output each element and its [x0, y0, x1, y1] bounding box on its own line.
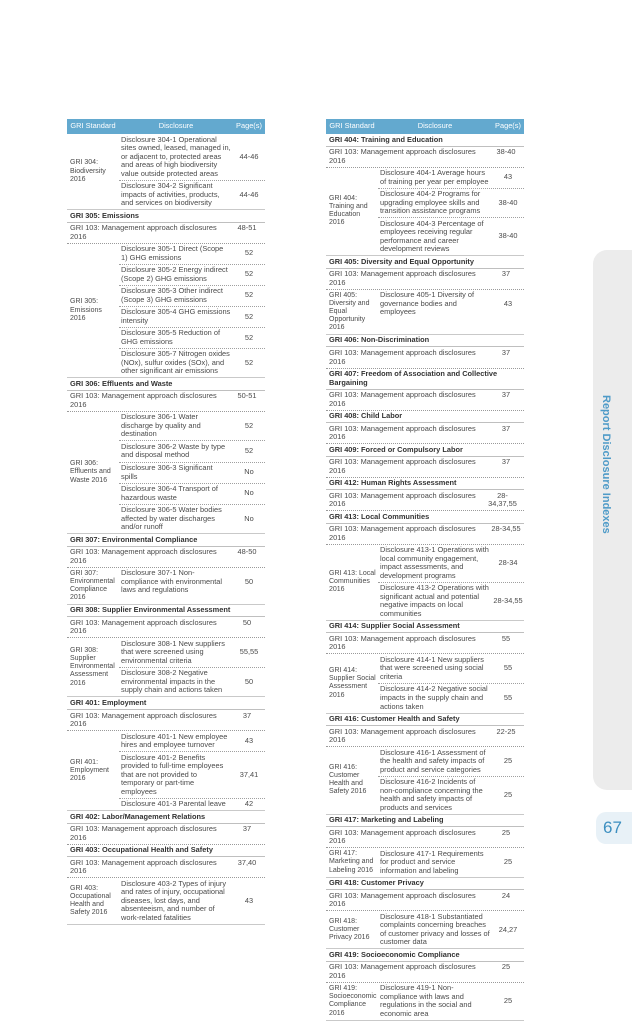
- disclosure-text: Disclosure 419-1 Non-compliance with laws and regulations in the social and economic area: [380, 983, 472, 1018]
- page-ref: 37: [501, 347, 511, 357]
- standard-label: GRI 417: Marketing and Labeling 2016: [329, 850, 374, 874]
- disclosure-text: Disclosure 413-2 Operations with significant actual and potential negative impacts on local communities: [380, 583, 489, 618]
- table-row: [119, 307, 265, 328]
- group-gri418: [326, 911, 524, 949]
- disclosure-text: Disclosure 304-2 Significant impacts of activities, products, and services on biodiversity: [121, 181, 220, 208]
- page-ref: 52: [244, 420, 254, 430]
- page-ref: 25: [501, 827, 511, 837]
- disclosure-text: Disclosure 401-1 New employee hires and employee turnover: [121, 731, 228, 750]
- management-row: [326, 827, 524, 848]
- group-gri404: [326, 168, 524, 257]
- page-ref: 55: [503, 693, 513, 702]
- table-row: [119, 134, 265, 181]
- management-label: GRI 103: Management approach disclosures 2016: [329, 524, 476, 542]
- page-ref: 38-40: [498, 231, 518, 241]
- page-ref: 44-46: [239, 151, 259, 161]
- management-row: [67, 223, 265, 244]
- table-row: [378, 911, 524, 948]
- table-row: [378, 583, 524, 620]
- disclosure-text: Disclosure 418-1 Substantiated complaints concerning breaches of customer privacy and losses of customer data: [380, 911, 490, 947]
- page-ref: 25: [503, 857, 513, 867]
- page-ref: 28-34: [498, 558, 518, 568]
- management-row: [326, 726, 524, 747]
- page-ref: 52: [244, 332, 254, 342]
- table-row: [378, 747, 524, 777]
- section-heading: GRI 308: Supplier Environmental Assessment: [67, 605, 265, 618]
- page-ref: 43: [244, 895, 254, 905]
- page-ref: 43: [503, 298, 513, 308]
- table-row: [119, 752, 265, 799]
- standard-label: GRI 305: Emissions 2016: [70, 298, 102, 322]
- page-ref: 38-40: [498, 197, 518, 207]
- page-number: 67: [603, 818, 622, 837]
- standard-label: GRI 307: Environmental Compliance 2016: [70, 569, 115, 601]
- page-ref: 43: [503, 172, 513, 182]
- table-header: [67, 119, 265, 134]
- table-row: [378, 189, 524, 219]
- group-gri414: [326, 654, 524, 713]
- disclosure-text: Disclosure 305-3 Other indirect (Scope 3) GHG emissions: [121, 286, 223, 304]
- group-gri308: [67, 638, 265, 697]
- table-row: [119, 799, 265, 811]
- table-row: [378, 983, 524, 1020]
- management-label: GRI 103: Management approach disclosures 2016: [70, 223, 217, 241]
- section-heading: GRI 417: Marketing and Labeling: [326, 815, 524, 828]
- group-gri401: [67, 731, 265, 811]
- table-row: [119, 441, 265, 462]
- management-row: [326, 490, 524, 511]
- page-ref: 55: [503, 663, 513, 673]
- management-label: GRI 103: Management approach disclosures 2016: [70, 824, 217, 842]
- section-heading: GRI 407: Freedom of Association and Collective Bargaining: [326, 369, 524, 390]
- page-ref: 52: [244, 446, 254, 456]
- disclosure-text: Disclosure 404-1 Average hours of training per year per employee: [380, 168, 489, 186]
- disclosure-text: Disclosure 305-7 Nitrogen oxides (NOx), sulfur oxides (SOx), and other significant air emissions: [121, 349, 230, 376]
- table-row: [119, 286, 265, 307]
- section-heading: GRI 413: Local Communities: [326, 511, 524, 524]
- table-row: [119, 505, 265, 534]
- page-ref: 50: [242, 617, 252, 627]
- disclosure-text: Disclosure 403-2 Types of injury and rates of injury, occupational diseases, lost days, and absenteeism, and number of work-related fatalities: [121, 878, 227, 922]
- management-row: [326, 390, 524, 411]
- disclosure-text: Disclosure 414-1 New suppliers that were screened using social criteria: [380, 654, 484, 681]
- table-row: [378, 684, 524, 713]
- group-gri305: [67, 244, 265, 379]
- management-label: GRI 103: Management approach disclosures 2016: [329, 147, 476, 165]
- table-row: [378, 290, 524, 319]
- page-ref: 25: [503, 756, 513, 766]
- disclosure-text: Disclosure 308-1 New suppliers that were screened using environmental criteria: [121, 638, 225, 665]
- disclosure-text: Disclosure 416-1 Assessment of the health and safety impacts of product and service categories: [380, 747, 486, 774]
- management-row: [326, 962, 524, 983]
- management-label: GRI 103: Management approach disclosures 2016: [70, 857, 217, 876]
- management-label: GRI 103: Management approach disclosures 2016: [329, 827, 476, 846]
- page-ref: 37: [501, 457, 511, 467]
- disclosure-text: Disclosure 404-3 Percentage of employees receiving regular performance and career development reviews: [380, 218, 484, 254]
- disclosure-text: Disclosure 307-1 Non-compliance with environmental laws and regulations: [121, 568, 223, 595]
- section-heading: GRI 414: Supplier Social Assessment: [326, 621, 524, 634]
- page-ref: 24,27: [498, 924, 518, 934]
- section-heading: GRI 412: Human Rights Assessment: [326, 478, 524, 491]
- section-heading: GRI 409: Forced or Compulsory Labor: [326, 444, 524, 457]
- standard-label: GRI 304: Biodiversity 2016: [70, 159, 106, 183]
- management-row: [326, 890, 524, 911]
- table-row: [119, 265, 265, 286]
- group-gri405: [326, 290, 524, 335]
- page-ref: 25: [503, 789, 513, 799]
- disclosure-text: Disclosure 306-3 Significant spills: [121, 463, 213, 481]
- section-heading: GRI 416: Customer Health and Safety: [326, 714, 524, 727]
- table-row: [119, 638, 265, 668]
- management-label: GRI 103: Management approach disclosures 2016: [70, 710, 217, 729]
- management-row: [67, 547, 265, 568]
- disclosure-text: Disclosure 404-2 Programs for upgrading employee skills and transition assistance programs: [380, 189, 481, 216]
- page-ref: 28-34,55: [493, 596, 523, 606]
- section-heading: GRI 418: Customer Privacy: [326, 878, 524, 891]
- group-gri307: [67, 568, 265, 605]
- page-ref: 25: [503, 996, 513, 1006]
- management-label: GRI 103: Management approach disclosures 2016: [329, 890, 476, 909]
- table-row: [119, 668, 265, 697]
- table-row: [119, 568, 265, 597]
- page-ref: 52: [244, 269, 254, 279]
- section-heading: GRI 404: Training and Education: [326, 134, 524, 147]
- management-row: [67, 710, 265, 731]
- header-standard: GRI Standard: [329, 121, 375, 131]
- header-disclosure: Disclosure: [158, 121, 194, 131]
- standard-label: GRI 404: Training and Education 2016: [329, 195, 368, 227]
- page-ref: 28-34,55: [491, 524, 521, 534]
- disclosure-text: Disclosure 401-2 Benefits provided to full-time employees that are not provided to temporary or part-time employees: [121, 752, 224, 796]
- page-ref: 37: [242, 710, 252, 720]
- page-ref: 24: [501, 890, 511, 900]
- standard-label: GRI 413: Local Communities 2016: [329, 570, 376, 594]
- table-row: [119, 181, 265, 210]
- section-heading: GRI 408: Child Labor: [326, 411, 524, 424]
- page-ref: 52: [244, 311, 254, 321]
- disclosure-text: Disclosure 305-4 GHG emissions intensity: [121, 307, 231, 325]
- page-ref: 43: [244, 735, 254, 745]
- table-row: [378, 168, 524, 189]
- group-gri416: [326, 747, 524, 815]
- page-ref: 37: [242, 824, 252, 834]
- table-row: [119, 244, 265, 265]
- section-heading: GRI 307: Environmental Compliance: [67, 534, 265, 547]
- table-row: [119, 328, 265, 349]
- page-ref: 37: [501, 390, 511, 400]
- management-row: [326, 457, 524, 478]
- page-ref: 52: [244, 290, 254, 300]
- page-ref: No: [244, 488, 254, 498]
- management-label: GRI 103: Management approach disclosures 2016: [329, 347, 476, 366]
- section-heading: GRI 403: Occupational Health and Safety: [67, 845, 265, 858]
- page-ref: 48-51: [237, 223, 257, 233]
- section-heading: GRI 401: Employment: [67, 697, 265, 710]
- standard-label: GRI 405: Diversity and Equal Opportunity 2016: [329, 291, 370, 331]
- disclosure-text: Disclosure 308-2 Negative environmental impacts in the supply chain and actions taken: [121, 668, 223, 695]
- table-row: [378, 545, 524, 583]
- disclosure-text: Disclosure 417-1 Requirements for product and service information and labeling: [380, 848, 484, 875]
- standard-label: GRI 308: Supplier Environmental Assessment 2016: [70, 647, 115, 687]
- management-label: GRI 103: Management approach disclosures 2016: [329, 269, 476, 287]
- management-label: GRI 103: Management approach disclosures 2016: [70, 547, 217, 565]
- page-ref: 28-34,37,55: [488, 490, 517, 509]
- group-gri306: [67, 412, 265, 534]
- page-ref: 52: [244, 248, 254, 258]
- page-ref: 55: [501, 633, 511, 643]
- management-label: GRI 103: Management approach disclosures 2016: [70, 391, 217, 409]
- disclosure-text: Disclosure 304-1 Operational sites owned, leased, managed in, or adjacent to, protected areas and areas of high biodiversity value outside protected areas: [121, 134, 231, 178]
- management-row: [67, 857, 265, 878]
- management-row: [67, 824, 265, 845]
- header-disclosure: Disclosure: [417, 121, 453, 131]
- standard-label: GRI 403: Occupational Health and Safety 2016: [70, 884, 111, 917]
- page-ref: 48-50: [237, 547, 257, 557]
- header-pages: Page(s): [236, 121, 262, 131]
- section-heading: GRI 406: Non-Discrimination: [326, 335, 524, 348]
- management-row: [326, 147, 524, 168]
- group-gri403: [67, 878, 265, 925]
- table-row: [378, 848, 524, 877]
- page-ref: 37,40: [237, 857, 257, 867]
- management-label: GRI 103: Management approach disclosures 2016: [329, 490, 476, 509]
- page-ref: 37: [501, 423, 511, 433]
- management-label: GRI 103: Management approach disclosures 2016: [70, 617, 217, 636]
- standard-label: GRI 418: Customer Privacy 2016: [329, 917, 370, 941]
- management-label: GRI 103: Management approach disclosures 2016: [329, 457, 476, 475]
- management-row: [326, 423, 524, 444]
- group-gri419: [326, 983, 524, 1021]
- disclosure-text: Disclosure 405-1 Diversity of governance bodies and employees: [380, 290, 475, 317]
- table-row: [119, 731, 265, 752]
- page-ref: 50-51: [237, 391, 257, 401]
- disclosure-text: Disclosure 416-2 Incidents of non-compliance concerning the health and safety impacts of products and services: [380, 777, 483, 812]
- disclosure-text: Disclosure 306-5 Water bodies affected by water discharges and/or runoff: [121, 505, 222, 532]
- standard-label: GRI 416: Customer Health and Safety 2016: [329, 764, 367, 796]
- disclosure-text: Disclosure 306-2 Waste by type and disposal method: [121, 441, 226, 460]
- table-row: [119, 412, 265, 442]
- section-heading: GRI 402: Labor/Management Relations: [67, 811, 265, 824]
- section-heading: GRI 405: Diversity and Equal Opportunity: [326, 256, 524, 269]
- section-heading: GRI 306: Effluents and Waste: [67, 378, 265, 391]
- table-row: [378, 218, 524, 255]
- management-row: [326, 633, 524, 654]
- standard-label: GRI 306: Effluents and Waste 2016: [70, 460, 111, 484]
- standard-label: GRI 414: Supplier Social Assessment 2016: [329, 667, 376, 699]
- page-ref: 38-40: [496, 147, 516, 157]
- table-row: [378, 777, 524, 814]
- page-ref: No: [244, 467, 254, 477]
- table-row: [119, 463, 265, 484]
- standard-label: GRI 401: Employment 2016: [70, 758, 109, 782]
- table-row: [119, 349, 265, 378]
- page-ref: 25: [501, 962, 511, 972]
- disclosure-text: Disclosure 305-1 Direct (Scope 1) GHG emissions: [121, 244, 224, 262]
- management-row: [326, 524, 524, 545]
- management-label: GRI 103: Management approach disclosures 2016: [329, 423, 476, 442]
- management-label: GRI 103: Management approach disclosures 2016: [329, 390, 476, 408]
- disclosure-text: Disclosure 306-1 Water discharge by quality and destination: [121, 412, 201, 439]
- header-pages: Page(s): [495, 121, 521, 131]
- page-ref: No: [244, 513, 254, 523]
- left-index-table: [67, 119, 265, 925]
- table-row: [119, 878, 265, 924]
- standard-label: GRI 419: Socioeconomic Compliance 2016: [329, 985, 377, 1017]
- disclosure-text: Disclosure 413-1 Operations with local community engagement, impact assessments, and development programs: [380, 545, 489, 580]
- header-standard: GRI Standard: [70, 121, 116, 131]
- management-row: [326, 347, 524, 368]
- disclosure-text: Disclosure 306-4 Transport of hazardous waste: [121, 484, 218, 502]
- page-ref: 22-25: [496, 726, 516, 736]
- disclosure-text: Disclosure 414-2 Negative social impacts in the supply chain and actions taken: [380, 684, 488, 711]
- group-gri417: [326, 848, 524, 878]
- disclosure-text: Disclosure 305-5 Reduction of GHG emissions: [121, 328, 221, 346]
- page-ref: 44-46: [239, 189, 259, 199]
- page-ref: 50: [244, 576, 254, 586]
- management-row: [67, 617, 265, 638]
- table-header: [326, 119, 524, 134]
- disclosure-text: Disclosure 401-3 Parental leave: [121, 799, 226, 809]
- page-ref: 37: [501, 269, 511, 279]
- page-ref: 52: [244, 357, 254, 367]
- section-heading: GRI 305: Emissions: [67, 210, 265, 223]
- group-gri413: [326, 545, 524, 621]
- page-ref: 42: [244, 799, 254, 809]
- table-row: [378, 654, 524, 684]
- right-index-table: [326, 119, 524, 1021]
- page-ref: 55,55: [239, 647, 259, 657]
- disclosure-text: Disclosure 305-2 Energy indirect (Scope 2) GHG emissions: [121, 265, 228, 283]
- side-tab-label: Report Disclosure Indexes: [600, 395, 612, 534]
- group-gri304: [67, 134, 265, 210]
- section-heading: GRI 419: Socioeconomic Compliance: [326, 949, 524, 962]
- management-label: GRI 103: Management approach disclosures 2016: [329, 962, 476, 980]
- management-label: GRI 103: Management approach disclosures 2016: [329, 726, 476, 745]
- management-row: [326, 269, 524, 290]
- page-ref: 50: [244, 676, 254, 686]
- management-row: [67, 391, 265, 412]
- page-ref: 37,41: [239, 769, 259, 779]
- side-tab: [593, 250, 632, 790]
- management-label: GRI 103: Management approach disclosures 2016: [329, 633, 476, 652]
- table-row: [119, 484, 265, 505]
